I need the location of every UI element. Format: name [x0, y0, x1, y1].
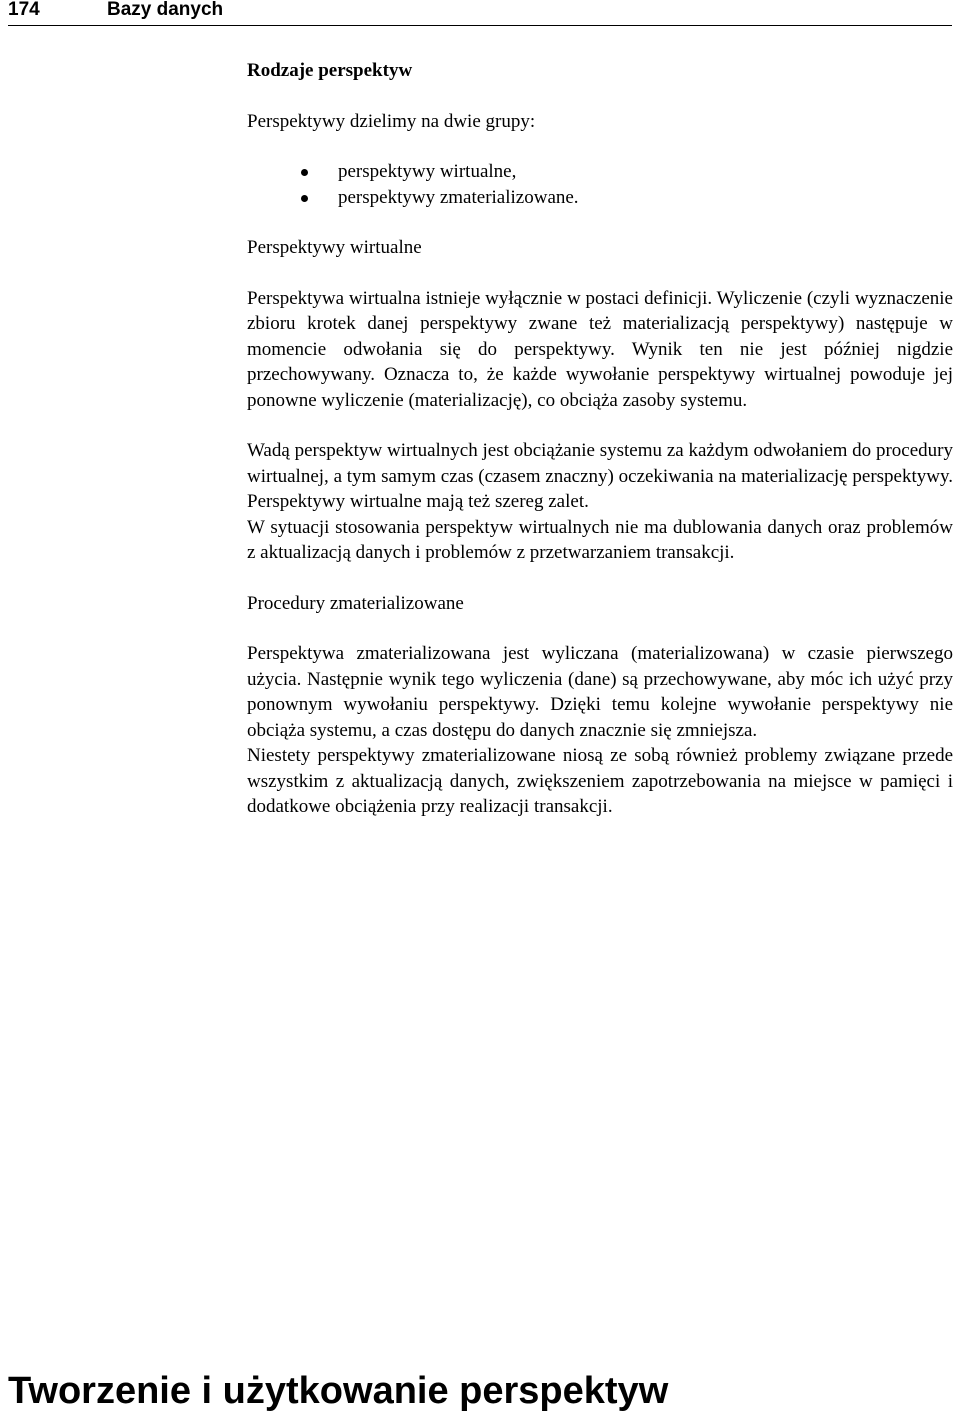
materialized-paragraph-1: Perspektywa zmaterializowana jest wyliczana (materializowana) w czasie pierwszego użycia. Następnie wynik tego wyliczenia (dane) są przechowywane, aby móc ich użyć przy ponownym wywołaniu perspektywy. Dzięki temu kolejne wywołanie perspektywy nie obciąża systemu, a czas dostępu do danych znacznie się zmniejsza.: [247, 643, 953, 741]
list-item-text: perspektywy wirtualne,: [338, 161, 517, 182]
list-item: [247, 159, 953, 185]
perspective-types-list: [247, 159, 953, 210]
materialized-paragraph-2: Niestety perspektywy zmaterializowane niosą ze sobą również problemy związane przede wszystkim z aktualizacją danych, zwiększeniem zapotrzebowania na miejsce w pamięci i dodatkowe obciążenia przy realizacji transakcji.: [247, 745, 953, 817]
header-rule: [8, 25, 952, 26]
page-number: 174: [8, 0, 40, 20]
running-head: [8, 0, 952, 26]
virtual-heading: Perspektywy wirtualne: [247, 237, 422, 258]
list-item-text: perspektywy zmaterializowane.: [338, 186, 579, 208]
section-heading: Rodzaje perspektyw: [247, 60, 413, 81]
list-item: [247, 185, 953, 211]
next-chapter-title: Tworzenie i użytkowanie perspektyw: [8, 1370, 669, 1412]
bullet-icon: [301, 169, 308, 176]
book-title: Bazy danych: [107, 0, 224, 20]
intro-paragraph: Perspektywy dzielimy na dwie grupy:: [247, 110, 536, 132]
page-content: [247, 58, 953, 820]
bullet-icon: [301, 195, 308, 202]
materialized-heading: Procedury zmaterializowane: [247, 592, 464, 614]
virtual-paragraph-1: Perspektywa wirtualna istnieje wyłącznie w postaci definicji. Wyliczenie (czyli wyznaczenie zbioru krotek danej perspektywy zwane też materializacją perspektywy) następuje w momencie odwołania się do perspektywy. Wynik ten nie jest później nigdzie przechowywany. Oznacza to, że każde wywołanie perspektywy wirtualnej powoduje jej ponowne wyliczenie (materializację), co obciąża zasoby systemu.: [247, 287, 953, 411]
virtual-paragraph-2: Wadą perspektyw wirtualnych jest obciążanie systemu za każdym odwołaniem do procedury wirtualnej, a tym samym czas (czasem znaczny) oczekiwania na materializację perspektywy. Perspektywy wirtualne mają też szereg zalet.: [247, 440, 953, 512]
virtual-paragraph-3: W sytuacji stosowania perspektyw wirtualnych nie ma dublowania danych oraz problemów z aktualizacją danych i problemów z przetwarzaniem transakcji.: [247, 516, 953, 563]
